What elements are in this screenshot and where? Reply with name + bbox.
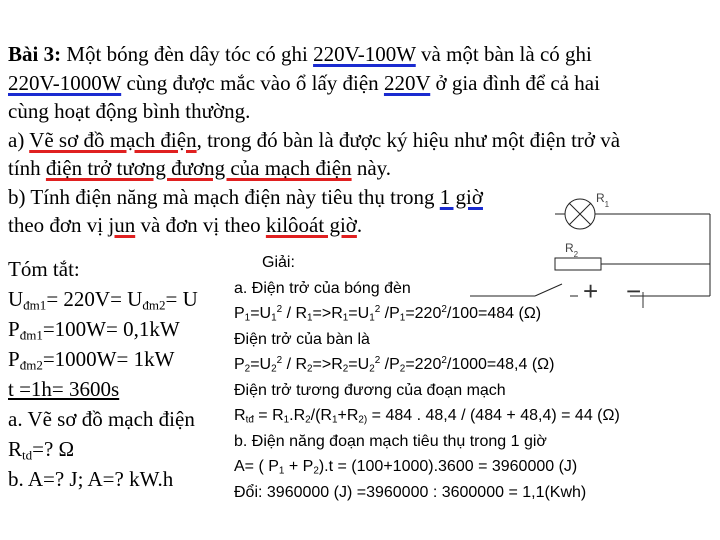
label-r2: $R_2$ bbox=[565, 241, 579, 259]
problem-line-2: 220V-1000W cùng được mắc vào ổ lấy điện 220V ở gia đình để cả hai bbox=[8, 70, 600, 95]
solution-line-7: b. Điện năng đoạn mạch tiêu thụ trong 1 giờ bbox=[234, 432, 547, 450]
summary-column bbox=[8, 250, 234, 494]
plus-terminal: + bbox=[583, 276, 599, 306]
summary-rtd: $R_{td}=$? Ω bbox=[8, 437, 75, 463]
problem-line-4: a) Vẽ sơ đồ mạch điện, trong đó bàn là được ký hiệu như một điện trở và bbox=[8, 127, 621, 152]
solution-title: Giải: bbox=[262, 254, 295, 271]
solution-line-5: Điện trở tương đương của đoạn mạch bbox=[234, 381, 506, 399]
summary-title: Tóm tắt: bbox=[8, 257, 80, 281]
minus-terminal: − bbox=[626, 276, 642, 306]
solution-line-3: Điện trở của bàn là bbox=[234, 330, 370, 348]
problem-line-6: b) Tính điện năng mà mạch điện này tiêu thụ trong 1 giờ bbox=[8, 184, 483, 209]
summary-voltage: $U_{đm1}= 220V= U_{đm2}= U$ bbox=[8, 287, 198, 313]
summary-power-lamp: $P_{đm1}=100W= 0,1kW$ bbox=[8, 317, 180, 343]
solution-line-9: Đổi: 3960000 (J) =3960000 : 3600000 = 1,1(Kwh) bbox=[234, 483, 587, 501]
highlight-kwh: kilôoát giờ bbox=[265, 213, 357, 237]
highlight-lamp-rating: 220V-100W bbox=[313, 42, 416, 66]
problem-line-7: theo đơn vị jun và đơn vị theo kilôoát giờ. bbox=[8, 213, 363, 237]
solution-line-8: A= ( $P_1 + P_2).t = (100+1000).3600 = 3960000$ (J) bbox=[234, 458, 578, 477]
summary-time: t =1h= 3600s bbox=[8, 377, 120, 401]
highlight-draw-circuit: Vẽ sơ đồ mạch điện bbox=[29, 127, 197, 152]
solution-column bbox=[234, 250, 720, 505]
highlight-joule: jun bbox=[108, 213, 136, 237]
problem-line-1: Bài 3: Một bóng đèn dây tóc có ghi 220V-100W và một bàn là có ghi bbox=[8, 42, 592, 66]
summary-part-b: b. A=? J; A=? kW.h bbox=[8, 467, 174, 491]
highlight-equivalent-resistance: điện trở tương đương của mạch điện bbox=[45, 156, 352, 180]
highlight-iron-rating: 220V-1000W bbox=[8, 70, 122, 95]
solution-line-6: $R_{tđ} = R_1.R_2/(R_1+R_{2)} = 484$ . 48,4 / (484 + 48,4) = 44 (Ω) bbox=[234, 407, 620, 426]
problem-line-5: tính điện trở tương đương của mạch điện này. bbox=[8, 156, 392, 180]
summary-part-a: a. Vẽ sơ đồ mạch điện bbox=[8, 407, 195, 431]
summary-power-iron: $P_{đm2}=1000W= 1kW$ bbox=[8, 347, 175, 373]
highlight-outlet-voltage: 220V bbox=[383, 70, 431, 95]
problem-line-3: cùng hoạt động bình thường. bbox=[8, 99, 251, 123]
highlight-one-hour: 1 giờ bbox=[439, 184, 483, 209]
problem-statement bbox=[8, 40, 718, 240]
solution-line-4: $P_2=U_2^2 / R_2=>R_2=U_2^2$ $/P_2=220^2/1000=48,4$ (Ω) bbox=[234, 355, 555, 375]
solution-line-2: $P_1=U_1^2 / R_1=>R_1=U_1^2$ $/P_1=220^2/100=484$ (Ω) bbox=[234, 304, 542, 324]
solution-line-1: a. Điện trở của bóng đèn bbox=[234, 279, 411, 297]
problem-number: Bài 3: bbox=[8, 42, 62, 66]
label-r1: $R_1$ bbox=[596, 191, 610, 209]
